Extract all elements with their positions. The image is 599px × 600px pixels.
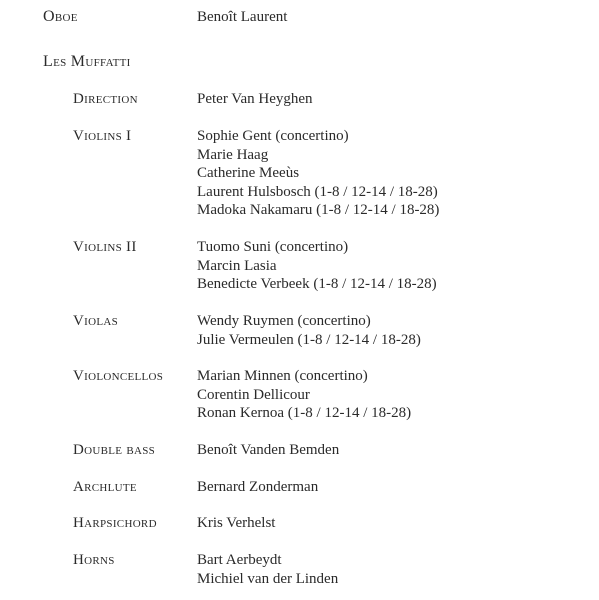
- section-label-double-bass: Double bass: [73, 442, 156, 458]
- ensemble-heading: Les Muffatti: [43, 53, 131, 70]
- name-line: Wendy Ruymen (concertino): [197, 313, 371, 329]
- soloist-name: Benoît Laurent: [197, 9, 288, 25]
- name-line: Marcin Lasia: [197, 257, 277, 274]
- name-line: Ronan Kernoa (1-8 / 12-14 / 18-28): [197, 405, 412, 422]
- name-line: Laurent Hulsbosch (1-8 / 12-14 / 18-28): [197, 183, 438, 200]
- name-line: Marian Minnen (concertino): [197, 368, 368, 384]
- section-label-violins-1: Violins I: [73, 128, 132, 144]
- section-names-violoncellos: [197, 367, 411, 423]
- name-line: Bernard Zonderman: [197, 479, 319, 495]
- soloist-label: Oboe: [43, 8, 78, 25]
- section-label-violins-2: Violins II: [73, 239, 137, 255]
- name-line: Peter Van Heyghen: [197, 91, 313, 107]
- name-line: Benedicte Verbeek (1-8 / 12-14 / 18-28): [197, 276, 437, 293]
- section-label-direction: Direction: [73, 91, 138, 107]
- section-label-harpsichord: Harpsichord: [73, 515, 157, 531]
- name-line: Corentin Dellicour: [197, 386, 310, 403]
- name-line: Catherine Meeùs: [197, 165, 300, 182]
- section-names-violins-1: [197, 127, 439, 220]
- name-line: Marie Haag: [197, 146, 269, 163]
- name-line: Tuomo Suni (concertino): [197, 239, 349, 255]
- section-label-horns: Horns: [73, 552, 115, 568]
- section-names-direction: [197, 90, 313, 109]
- name-line: Bart Aerbeydt: [197, 552, 282, 568]
- name-line: Sophie Gent (concertino): [197, 128, 349, 144]
- section-names-violins-2: [197, 238, 437, 294]
- section-names-horns: [197, 551, 338, 588]
- name-line: Madoka Nakamaru (1-8 / 12-14 / 18-28): [197, 202, 440, 219]
- name-line: Kris Verhelst: [197, 515, 276, 531]
- section-names-archlute: [197, 478, 318, 497]
- section-names-violas: [197, 312, 421, 349]
- section-label-violas: Violas: [73, 313, 119, 329]
- section-label-violoncellos: Violoncellos: [73, 368, 164, 384]
- section-names-double-bass: [197, 441, 339, 460]
- section-label-archlute: Archlute: [73, 479, 137, 495]
- name-line: Julie Vermeulen (1-8 / 12-14 / 18-28): [197, 331, 421, 348]
- name-line: Benoît Vanden Bemden: [197, 442, 340, 458]
- section-names-harpsichord: [197, 514, 275, 533]
- name-line: Michiel van der Linden: [197, 570, 339, 587]
